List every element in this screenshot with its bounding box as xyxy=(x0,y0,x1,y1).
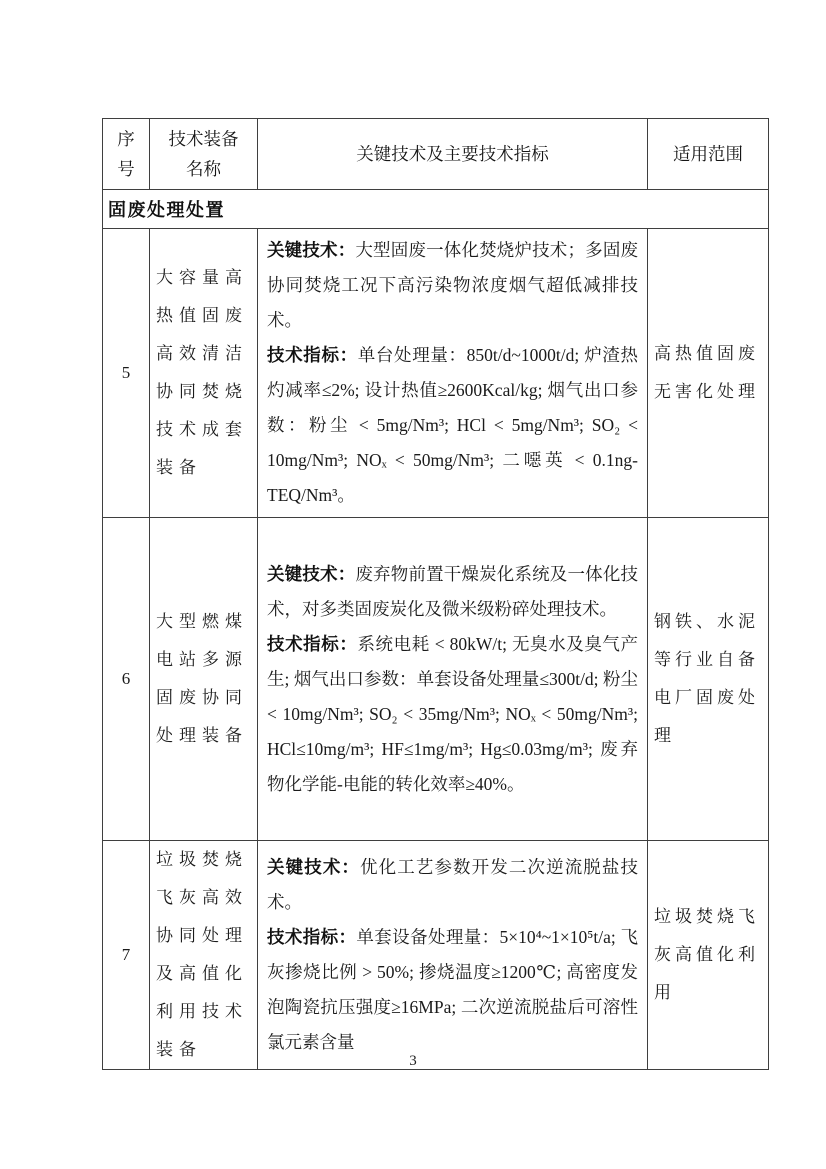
row-serial-number: 5 xyxy=(103,229,150,518)
row-equipment-name: 大型燃煤电站多源固废协同处理装备 xyxy=(150,518,258,841)
key-technology-label: 关键技术： xyxy=(267,857,361,877)
tech-indicator-paragraph xyxy=(267,627,638,802)
table-row xyxy=(103,841,769,1070)
row-key-technology xyxy=(258,518,648,841)
key-technology-label: 关键技术： xyxy=(267,563,356,584)
table-header-row xyxy=(103,119,769,190)
row-equipment-name: 垃圾焚烧飞灰高效协同处理及高值化利用技术装备 xyxy=(150,841,258,1070)
row-serial-number: 7 xyxy=(103,841,150,1070)
key-technology-text: 优化工艺参数开发二次逆流脱盐技术。 xyxy=(267,857,639,912)
table-row xyxy=(103,518,769,841)
key-technology-text: 大型固废一体化焚烧炉技术；多固废协同焚烧工况下高污染物浓度烟气超低减排技术。 xyxy=(267,240,638,330)
key-technology-paragraph xyxy=(267,233,638,338)
tech-indicator-text: 系统电耗 < 80kW/t; 无臭水及臭气产生; 烟气出口参数：单套设备处理量≤300t/d; 粉尘 < 10mg/Nm³; SO₂ < 35mg/Nm³; NOₓ < 50mg/Nm³; HCl≤10mg/m³; HF≤1mg/m³; Hg≤0.03mg/m³; 废弃物化学能-电能的转化效率≥40%。 xyxy=(267,633,639,794)
key-technology-text: 废弃物前置干燥炭化系统及一体化技术，对多类固废炭化及微米级粉碎处理技术。 xyxy=(267,563,638,619)
row-applicable-scope: 钢铁、水泥等行业自备电厂固废处理 xyxy=(648,518,769,841)
row-serial-number: 6 xyxy=(103,518,150,841)
row-applicable-scope: 高热值固废无害化处理 xyxy=(648,229,769,518)
header-serial-number-label: 序号 xyxy=(117,129,135,179)
tech-indicator-text: 单套设备处理量：5×10⁴~1×10⁵t/a; 飞灰掺烧比例 > 50%; 掺烧温度≥1200℃; 高密度发泡陶瓷抗压强度≥16MPa; 二次逆流脱盐后可溶性氯元素含量 xyxy=(267,927,639,1052)
section-title: 固废处理处置 xyxy=(103,190,769,229)
tech-indicator-paragraph xyxy=(267,338,638,513)
header-applicable-scope: 适用范围 xyxy=(648,119,769,190)
technology-equipment-table xyxy=(102,118,769,1070)
table-row xyxy=(103,229,769,518)
tech-indicator-label: 技术指标： xyxy=(267,633,358,654)
row-key-technology xyxy=(258,229,648,518)
row-applicable-scope: 垃圾焚烧飞灰高值化利用 xyxy=(648,841,769,1070)
page-number: 3 xyxy=(409,1053,417,1069)
tech-indicator-label: 技术指标： xyxy=(267,345,358,365)
header-serial-number xyxy=(103,119,150,190)
row-equipment-name: 大容量高热值固废高效清洁协同焚烧技术成套装备 xyxy=(150,229,258,518)
key-technology-paragraph xyxy=(267,557,638,627)
header-equipment-name xyxy=(150,119,258,190)
key-technology-label: 关键技术： xyxy=(267,240,356,260)
key-technology-paragraph xyxy=(267,850,638,920)
row-key-technology xyxy=(258,841,648,1070)
tech-indicator-paragraph xyxy=(267,920,638,1060)
header-key-technology: 关键技术及主要技术指标 xyxy=(258,119,648,190)
section-row xyxy=(103,190,769,229)
tech-indicator-label: 技术指标： xyxy=(267,927,357,947)
header-equipment-name-label: 技术装备名称 xyxy=(168,129,239,179)
tech-indicator-text: 单台处理量：850t/d~1000t/d; 炉渣热灼减率≤2%; 设计热值≥2600Kcal/kg; 烟气出口参数：粉尘 < 5mg/Nm³; HCl < 5mg/Nm³; SO₂ < 10mg/Nm³; NOₓ < 50mg/Nm³; 二噁英 < 0.1ng-TEQ/Nm³。 xyxy=(267,345,638,505)
